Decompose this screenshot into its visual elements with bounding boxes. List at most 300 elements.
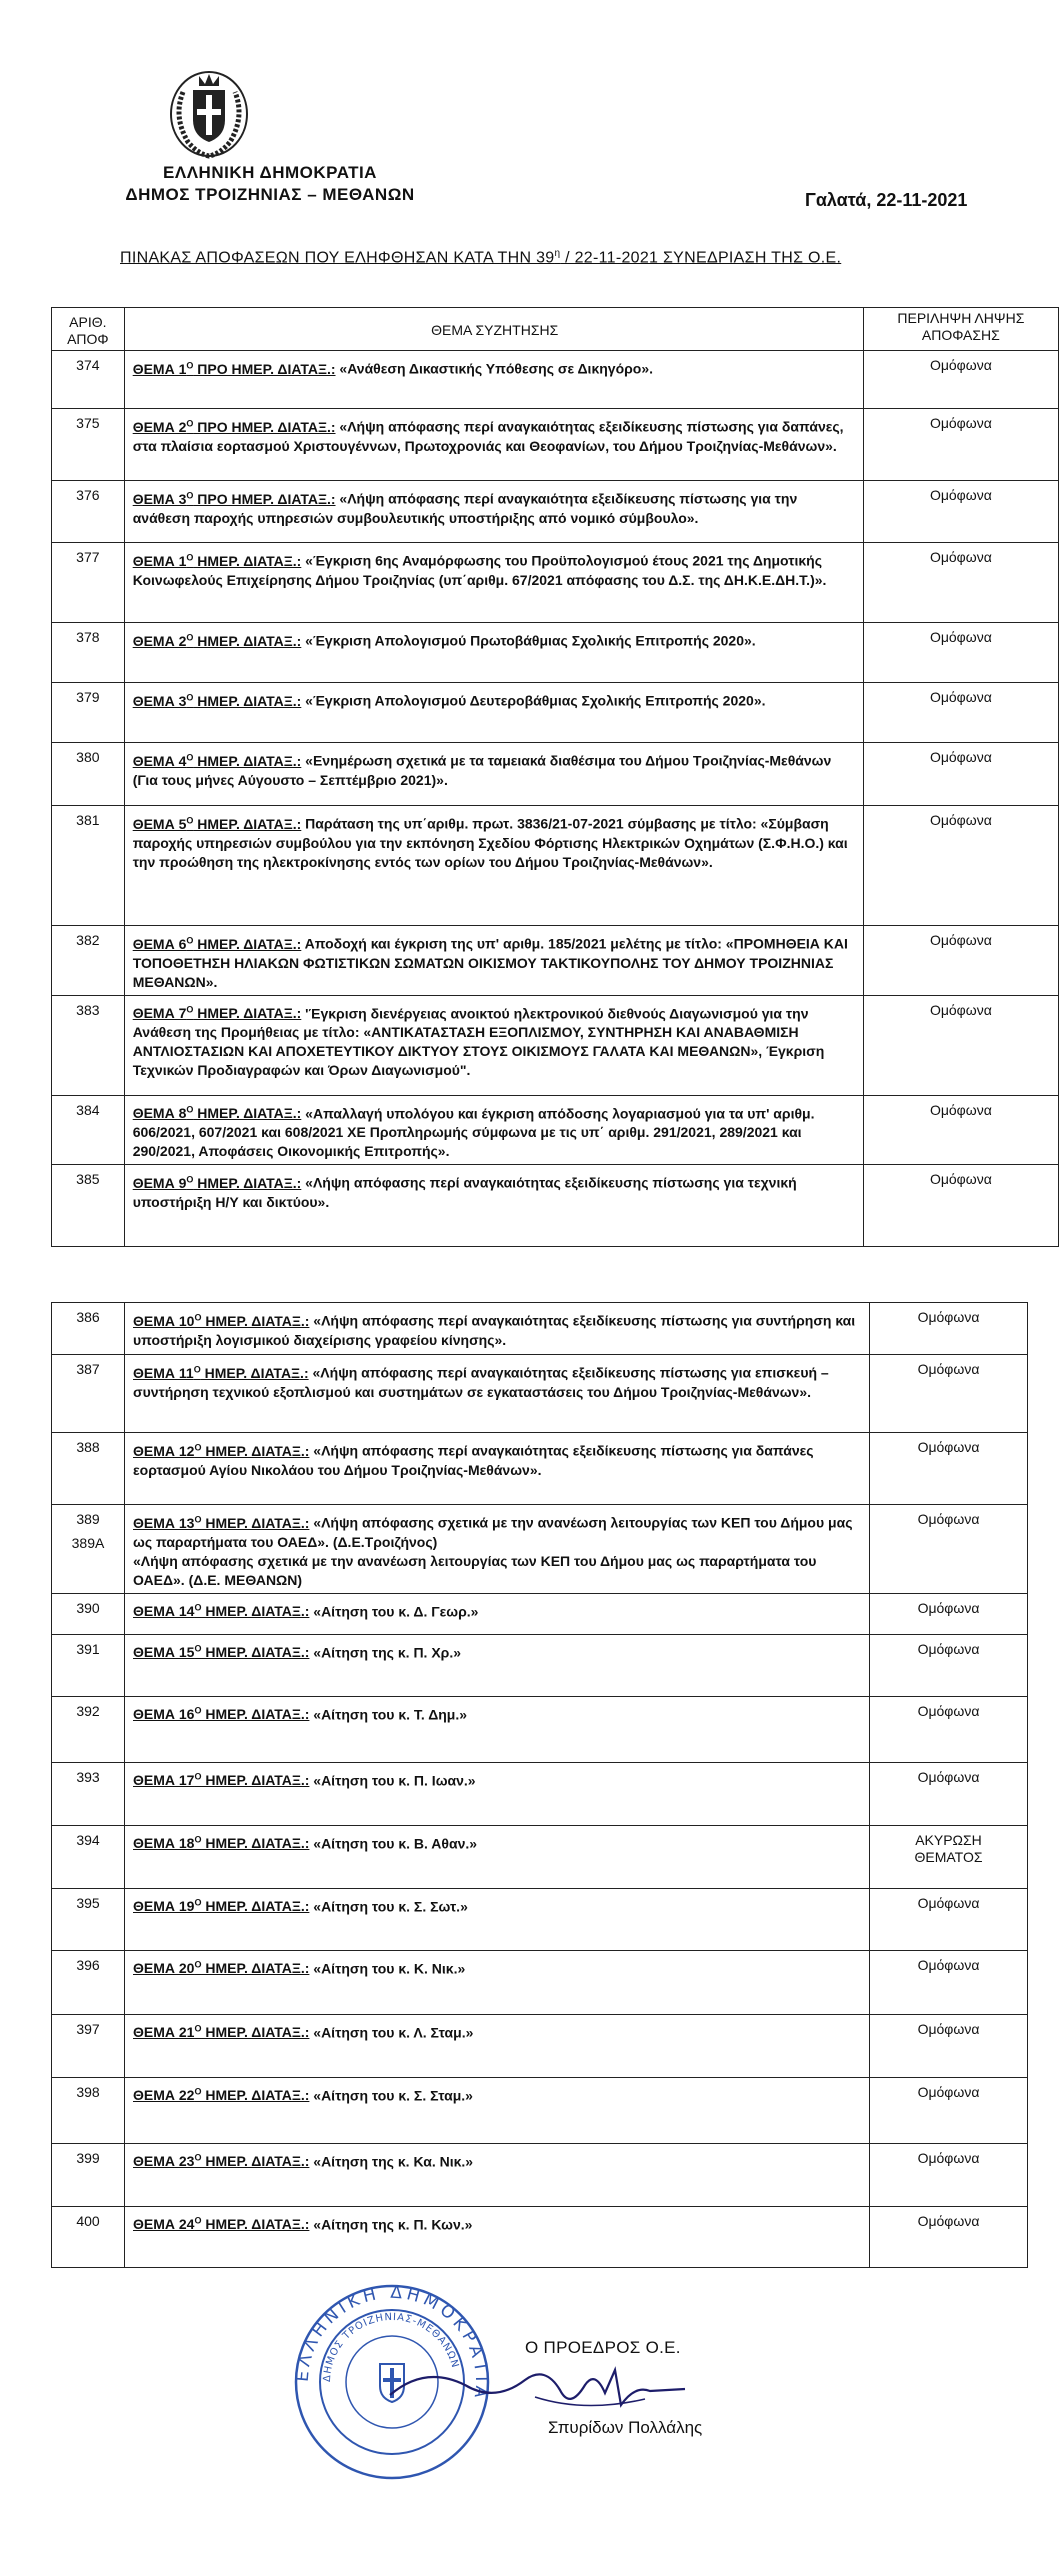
table-row bbox=[52, 1825, 1028, 1888]
issuer-header bbox=[110, 162, 430, 206]
topic-cell bbox=[125, 2206, 870, 2267]
decision-number-value: 397 bbox=[76, 2020, 100, 2037]
decision-summary bbox=[863, 623, 1058, 683]
decision-summary bbox=[863, 743, 1058, 806]
decision-summary-value: Ομόφωνα bbox=[917, 1956, 980, 1973]
handwritten-signature bbox=[385, 2355, 700, 2425]
municipality-name: ΔΗΜΟΣ ΤΡΟΙΖΗΝΙΑΣ – ΜΕΘΑΝΩΝ bbox=[125, 185, 415, 204]
decision-summary-value: Ομόφωνα bbox=[917, 1361, 980, 1377]
decision-number-value: 400 bbox=[76, 2212, 100, 2229]
decision-number bbox=[52, 1505, 125, 1594]
decision-summary-value: Ομόφωνα bbox=[929, 357, 992, 373]
topic-cell bbox=[125, 1762, 870, 1825]
topic-cell bbox=[124, 1165, 863, 1247]
topic-superscript: Ο bbox=[194, 2023, 202, 2034]
topic-description: Παράταση της υπ΄αριθμ. πρωτ. 3836/21-07-2021 σύμβασης με τίτλο: «Σύμβαση παροχής υπηρεσιών συμβούλου για την εκπόνηση Σχεδίου Φόρτισης Ηλεκτρικών Οχημάτων (Σ.Φ.Η.Ο.) και την προώθηση της ηλεκτροκίνησης εντός των ορίων του Δήμου Τροιζηνίας-Μεθάνων». bbox=[132, 815, 848, 870]
decision-summary-value: Ομόφωνα bbox=[917, 1309, 980, 1325]
topic-word: ΘΕΜΑ 22 bbox=[133, 2087, 195, 2104]
topic-superscript: Ο bbox=[194, 1771, 202, 1782]
decision-summary-value: Ομόφωνα bbox=[917, 1768, 980, 1785]
topic-agenda-label: ΠΡΟ ΗΜΕΡ. ΔΙΑΤΑΞ.: bbox=[193, 418, 336, 435]
topic-description: «Αίτηση της κ. Π. Χρ.» bbox=[309, 1644, 462, 1661]
decision-summary-value: Ομόφωνα bbox=[917, 2149, 980, 2166]
topic-description: «Λήψη απόφασης περί αναγκαιότητας εξειδίκευσης πίστωσης για τεχνική υποστήριξη Η/Υ και δικτύου». bbox=[132, 1174, 797, 1210]
topic-number bbox=[133, 693, 302, 709]
topic-word: ΘΕΜΑ 11 bbox=[133, 1364, 194, 1381]
decision-summary bbox=[870, 1950, 1028, 2014]
decision-summary bbox=[863, 806, 1058, 926]
topic-description: «Αίτηση του κ. Τ. Δημ.» bbox=[309, 1706, 468, 1723]
topic-description: «Αίτηση του κ. Σ. Σταμ.» bbox=[309, 2087, 473, 2104]
table-row bbox=[52, 1433, 1028, 1505]
topic-cell bbox=[125, 1950, 870, 2014]
topic-superscript: Ο bbox=[194, 2215, 202, 2226]
decision-number-value: 384 bbox=[76, 1101, 100, 1118]
topic-cell bbox=[125, 2014, 870, 2077]
topic-superscript: Ο bbox=[186, 1174, 194, 1185]
topic-description: «Λήψη απόφασης περί αναγκαιότητα εξειδίκευσης πίστωσης για την ανάθεση παροχής υπηρεσιών συμβουλευτικής υποστήριξης από νομικό σύμβουλο». bbox=[132, 490, 798, 526]
table-row bbox=[52, 1634, 1028, 1696]
topic-superscript: Ο bbox=[186, 815, 194, 825]
table-row bbox=[52, 1505, 1028, 1594]
decisions-table-part1 bbox=[51, 307, 1059, 1247]
topic-agenda-label: ΗΜΕΡ. ΔΙΑΤΑΞ.: bbox=[193, 552, 302, 569]
decision-summary bbox=[870, 1696, 1028, 1762]
topic-word: ΘΕΜΑ 15 bbox=[133, 1644, 195, 1661]
decision-number bbox=[52, 351, 125, 409]
decision-summary bbox=[870, 1505, 1028, 1594]
decision-number-value: 385 bbox=[76, 1171, 100, 1188]
topic-superscript: Ο bbox=[194, 1602, 202, 1613]
topic-word: ΘΕΜΑ 1 bbox=[132, 552, 187, 569]
decision-number bbox=[52, 1593, 125, 1634]
topic-agenda-label: ΗΜΕΡ. ΔΙΑΤΑΞ.: bbox=[201, 1706, 310, 1723]
topic-description: 'Έγκριση διενέργειας ανοικτού ηλεκτρονικού διεθνούς Διαγωνισμού για την Ανάθεση της Προμήθειας με τίτλο: «ΑΝΤΙΚΑΤΑΣΤΑΣΗ ΕΞΟΠΛΙΣΜΟΥ, ΣΥΝΤΗΡΗΣΗ ΚΑΙ ΑΝΑΒΑΘΜΙΣΗ ΑΝΤΛΙΟΣΤΑΣΙΩΝ ΚΑΙ ΑΠΟΧΕΤΕΥΤΙΚΟΥ ΔΙΚΤΥΟΥ ΣΤΟΥΣ ΟΙΚΙΣΜΟΥΣ ΓΑΛΑΤΑ ΚΑΙ ΜΕΘΑΝΩΝ», Έγκριση Τεχνικών Προδιαγραφών και Όρων Διαγωνισμού". bbox=[132, 1005, 825, 1079]
topic-word: ΘΕΜΑ 4 bbox=[132, 752, 187, 769]
signatory-title: Ο ΠΡΟΕΔΡΟΣ Ο.Ε. bbox=[525, 2338, 681, 2357]
decision-number bbox=[52, 1303, 125, 1355]
table-row bbox=[52, 1095, 1059, 1165]
table-row bbox=[52, 1696, 1028, 1762]
decision-number-value: 394 bbox=[76, 1831, 100, 1848]
topic-number bbox=[133, 361, 336, 377]
topic-cell bbox=[124, 995, 863, 1095]
table-row bbox=[52, 743, 1059, 806]
topic-description: «Λήψη απόφασης περί αναγκαιότητας εξειδίκευσης πίστωσης για δαπάνες, στα πλαίσια εορτασμού Χριστουγέννων, Πρωτοχρονιάς και Θεοφανίων, του Δήμου Τροιζηνίας-Μεθάνων». bbox=[132, 418, 844, 454]
topic-superscript: Ο bbox=[194, 2086, 202, 2097]
topic-description: «Αίτηση του κ. Σ. Σωτ.» bbox=[309, 1898, 468, 1915]
table-header-row bbox=[52, 308, 1059, 351]
topic-superscript: Ο bbox=[193, 1364, 201, 1374]
decision-summary-value: Ομόφωνα bbox=[929, 487, 992, 503]
table-row bbox=[52, 1165, 1059, 1247]
decision-number-value: 386 bbox=[76, 1309, 100, 1325]
table-row bbox=[52, 2014, 1028, 2077]
decision-number bbox=[52, 543, 125, 623]
topic-word: ΘΕΜΑ 2 bbox=[132, 418, 187, 435]
topic-description: «Έγκριση Απολογισμού Δευτεροβάθμιας Σχολικής Επιτροπής 2020». bbox=[301, 692, 766, 709]
topic-number bbox=[133, 1365, 309, 1381]
decision-number bbox=[52, 481, 125, 543]
topic-agenda-label: ΗΜΕΡ. ΔΙΑΤΑΞ.: bbox=[201, 1603, 310, 1620]
topic-number bbox=[133, 1603, 309, 1619]
decision-number-value: 378 bbox=[76, 629, 100, 645]
topic-number bbox=[133, 1644, 309, 1660]
topic-agenda-label: ΗΜΕΡ. ΔΙΑΤΑΞ.: bbox=[193, 752, 302, 769]
decision-number-value: 396 bbox=[76, 1956, 100, 1973]
topic-agenda-label: ΗΜΕΡ. ΔΙΑΤΑΞ.: bbox=[200, 1364, 309, 1381]
topic-description-secondary: «Λήψη απόφασης σχετικά με την ανανέωση λειτουργίας των ΚΕΠ του Δήμου μας ως παραρτήματα του ΟΑΕΔ». (Δ.Ε. ΜΕΘΑΝΩΝ) bbox=[133, 1552, 817, 1588]
decision-number bbox=[52, 409, 125, 481]
decision-number bbox=[52, 1825, 125, 1888]
table-row bbox=[52, 351, 1059, 409]
topic-cell bbox=[125, 1303, 870, 1355]
topic-cell bbox=[125, 1888, 870, 1950]
topic-agenda-label: ΗΜΕΡ. ΔΙΑΤΑΞ.: bbox=[193, 692, 302, 709]
decision-number bbox=[52, 1433, 125, 1505]
decision-number-value: 381 bbox=[76, 812, 100, 828]
topic-superscript: Ο bbox=[186, 632, 194, 642]
decision-number bbox=[52, 926, 125, 996]
topic-description: «Αίτηση του κ. Π. Ιωαν.» bbox=[309, 1772, 476, 1789]
topic-word: ΘΕΜΑ 14 bbox=[133, 1603, 195, 1620]
decision-summary-value: Ομόφωνα bbox=[929, 1101, 992, 1118]
topic-word: ΘΕΜΑ 24 bbox=[133, 2216, 195, 2233]
decision-number-value: 374 bbox=[76, 357, 100, 373]
topic-cell bbox=[124, 351, 863, 409]
topic-number bbox=[133, 2153, 309, 2169]
signatory-name: Σπυρίδων Πολλάλης bbox=[548, 2418, 703, 2437]
topic-superscript: Ο bbox=[186, 490, 194, 500]
table-row bbox=[52, 2077, 1028, 2143]
topic-agenda-label: ΗΜΕΡ. ΔΙΑΤΑΞ.: bbox=[193, 815, 302, 832]
seal-outer-text: ΕΛΛΗΝΙΚΗ ΔΗΜΟΚΡΑΤΙΑ bbox=[292, 2282, 492, 2403]
topic-superscript: Ο bbox=[194, 1312, 202, 1322]
topic-word: ΘΕΜΑ 20 bbox=[133, 1960, 195, 1977]
topic-number bbox=[133, 1175, 302, 1191]
topic-agenda-label: ΗΜΕΡ. ΔΙΑΤΑΞ.: bbox=[193, 1105, 302, 1122]
topic-word: ΘΕΜΑ 7 bbox=[132, 1005, 187, 1022]
topic-superscript: Ο bbox=[194, 1514, 202, 1524]
decision-number-value: 377 bbox=[76, 549, 100, 565]
topic-number bbox=[133, 1835, 309, 1851]
decision-number bbox=[52, 2206, 125, 2267]
topic-word: ΘΕΜΑ 18 bbox=[133, 1835, 195, 1852]
decision-number-value: 380 bbox=[76, 749, 100, 765]
topic-description: «Αίτηση της κ. Π. Κων.» bbox=[309, 2216, 473, 2233]
topic-cell bbox=[125, 2143, 870, 2206]
topic-agenda-label: ΗΜΕΡ. ΔΙΑΤΑΞ.: bbox=[201, 2153, 310, 2170]
topic-superscript: Ο bbox=[186, 935, 194, 945]
topic-description: «Αίτηση του κ. Β. Αθαν.» bbox=[309, 1835, 478, 1852]
topic-number bbox=[133, 633, 302, 649]
topic-cell bbox=[125, 1696, 870, 1762]
topic-agenda-label: ΗΜΕΡ. ΔΙΑΤΑΞ.: bbox=[201, 1514, 310, 1531]
topic-number bbox=[133, 753, 302, 769]
topic-description: «Αίτηση της κ. Κα. Νικ.» bbox=[309, 2153, 474, 2170]
topic-cell bbox=[125, 1825, 870, 1888]
decision-summary bbox=[870, 1433, 1028, 1505]
decision-summary-value: Ομόφωνα bbox=[917, 2020, 980, 2037]
topic-description: «Ανάθεση Δικαστικής Υπόθεσης σε Δικηγόρο». bbox=[335, 360, 654, 377]
topic-superscript: Ο bbox=[186, 752, 194, 762]
table-row bbox=[52, 806, 1059, 926]
topic-description: «Λήψη απόφασης σχετικά με την ανανέωση λειτουργίας των ΚΕΠ του Δήμου μας ως παραρτήματα του ΟΑΕΔ». (Δ.Ε.Τροιζήνος) bbox=[133, 1514, 853, 1550]
decision-summary-value: Ομόφωνα bbox=[917, 1511, 980, 1527]
topic-agenda-label: ΗΜΕΡ. ΔΙΑΤΑΞ.: bbox=[193, 1174, 302, 1191]
topic-superscript: Ο bbox=[194, 2152, 202, 2163]
decision-summary bbox=[870, 1355, 1028, 1433]
topic-agenda-label: ΗΜΕΡ. ΔΙΑΤΑΞ.: bbox=[201, 2024, 310, 2041]
decision-summary bbox=[870, 2014, 1028, 2077]
decision-number bbox=[52, 1696, 125, 1762]
decision-number bbox=[52, 1888, 125, 1950]
topic-superscript: Ο bbox=[186, 418, 194, 428]
topic-word: ΘΕΜΑ 2 bbox=[132, 632, 187, 649]
col-header-number: ΑΡΙΘ. ΑΠΟΦ bbox=[52, 308, 125, 351]
topic-agenda-label: ΗΜΕΡ. ΔΙΑΤΑΞ.: bbox=[201, 1312, 310, 1329]
decision-summary bbox=[870, 2206, 1028, 2267]
decision-number bbox=[52, 2014, 125, 2077]
decision-summary-value: Ομόφωνα bbox=[917, 1702, 980, 1719]
topic-agenda-label: ΗΜΕΡ. ΔΙΑΤΑΞ.: bbox=[201, 1898, 310, 1915]
topic-number bbox=[133, 491, 336, 507]
decision-summary-value: Ομόφωνα bbox=[917, 1894, 980, 1911]
topic-number bbox=[133, 2087, 309, 2103]
decision-number bbox=[52, 1950, 125, 2014]
topic-agenda-label: ΗΜΕΡ. ΔΙΑΤΑΞ.: bbox=[201, 2087, 310, 2104]
topic-word: ΘΕΜΑ 3 bbox=[132, 692, 187, 709]
title-text-after: / 22-11-2021 ΣΥΝΕΔΡΙΑΣΗ ΤΗΣ Ο.Ε. bbox=[560, 249, 842, 267]
decision-summary-value: Ομόφωνα bbox=[917, 2212, 980, 2229]
decision-summary-value: Ομόφωνα bbox=[917, 1439, 980, 1455]
table-row bbox=[52, 2206, 1028, 2267]
decision-number bbox=[52, 743, 125, 806]
topic-cell bbox=[125, 1505, 870, 1594]
table-row bbox=[52, 409, 1059, 481]
topic-number bbox=[133, 936, 302, 952]
table-row bbox=[52, 995, 1059, 1095]
decision-summary bbox=[863, 683, 1058, 743]
decision-number-value: 399 bbox=[76, 2149, 100, 2166]
table-row bbox=[52, 543, 1059, 623]
decision-number-value: 390 bbox=[76, 1599, 100, 1616]
topic-word: ΘΕΜΑ 9 bbox=[132, 1174, 187, 1191]
topic-number bbox=[133, 2024, 309, 2040]
decision-summary bbox=[870, 2077, 1028, 2143]
decision-number bbox=[52, 1165, 125, 1247]
table-row bbox=[52, 623, 1059, 683]
decision-summary-value: Ομόφωνα bbox=[929, 812, 992, 828]
decision-summary-value: Ομόφωνα bbox=[917, 1640, 980, 1657]
topic-agenda-label: ΗΜΕΡ. ΔΙΑΤΑΞ.: bbox=[201, 1960, 310, 1977]
decision-summary bbox=[863, 926, 1058, 996]
topic-superscript: Ο bbox=[186, 552, 194, 562]
topic-cell bbox=[124, 623, 863, 683]
topic-word: ΘΕΜΑ 10 bbox=[133, 1312, 195, 1329]
country-name: ΕΛΛΗΝΙΚΗ ΔΗΜΟΚΡΑΤΙΑ bbox=[163, 163, 377, 182]
topic-description: «Αίτηση του κ. Δ. Γεωρ.» bbox=[309, 1603, 479, 1620]
decision-number-value: 395 bbox=[76, 1894, 100, 1911]
decision-summary bbox=[870, 2143, 1028, 2206]
topic-cell bbox=[124, 743, 863, 806]
decision-summary bbox=[863, 1165, 1058, 1247]
topic-agenda-label: ΗΜΕΡ. ΔΙΑΤΑΞ.: bbox=[193, 935, 302, 952]
decision-number-secondary: 389Α bbox=[71, 1535, 105, 1551]
decision-number bbox=[52, 2077, 125, 2143]
decision-summary-value: Ομόφωνα bbox=[917, 2083, 980, 2100]
topic-number bbox=[133, 1898, 309, 1914]
table-row bbox=[52, 1888, 1028, 1950]
document-title bbox=[120, 248, 960, 267]
decision-number-value: 392 bbox=[76, 1702, 100, 1719]
topic-description: «Αίτηση του κ. Κ. Νικ.» bbox=[309, 1960, 466, 1977]
topic-word: ΘΕΜΑ 23 bbox=[133, 2153, 195, 2170]
decision-summary bbox=[870, 1593, 1028, 1634]
decision-summary bbox=[863, 995, 1058, 1095]
decision-summary-value: Ομόφωνα bbox=[929, 549, 992, 565]
topic-agenda-label: ΗΜΕΡ. ΔΙΑΤΑΞ.: bbox=[201, 1772, 310, 1789]
topic-superscript: Ο bbox=[194, 1705, 202, 1716]
decision-summary-value: Ομόφωνα bbox=[929, 415, 992, 431]
topic-word: ΘΕΜΑ 13 bbox=[133, 1514, 195, 1531]
topic-number bbox=[133, 1960, 309, 1976]
topic-word: ΘΕΜΑ 8 bbox=[132, 1105, 187, 1122]
topic-description: «Λήψη απόφασης περί αναγκαιότητας εξειδίκευσης πίστωσης για συντήρηση και υποστήριξη λογισμικού διαχείρισης γραφείου κίνησης». bbox=[133, 1312, 856, 1348]
decision-number-value: 382 bbox=[76, 932, 100, 948]
decision-summary bbox=[870, 1762, 1028, 1825]
topic-description: «Λήψη απόφασης περί αναγκαιότητας εξειδίκευσης πίστωσης για δαπάνες εορτασμού Αγίου Νικολάου του Δήμου Τροιζηνίας-Μεθάνων». bbox=[133, 1442, 814, 1478]
decision-number-value: 393 bbox=[76, 1768, 100, 1785]
decision-summary bbox=[870, 1634, 1028, 1696]
decision-summary-value: Ομόφωνα bbox=[929, 689, 992, 705]
decision-number bbox=[52, 683, 125, 743]
table-row bbox=[52, 1355, 1028, 1433]
col-header-decision: ΠΕΡΙΛΗΨΗ ΛΗΨΗΣ ΑΠΟΦΑΣΗΣ bbox=[863, 308, 1058, 351]
topic-number bbox=[133, 1706, 309, 1722]
coat-of-arms-emblem bbox=[163, 62, 255, 162]
decision-summary bbox=[863, 543, 1058, 623]
decision-number bbox=[52, 623, 125, 683]
table-row bbox=[52, 1593, 1028, 1634]
table-row bbox=[52, 1950, 1028, 2014]
topic-description: «Ενημέρωση σχετικά με τα ταμειακά διαθέσιμα του Δήμου Τροιζηνίας-Μεθάνων (Για τους μήνες Αύγουστο – Σεπτέμβριο 2021)». bbox=[132, 752, 832, 788]
seal-inner-text: ΔΗΜΟΣ ΤΡΟΙΖΗΝΙΑΣ-ΜΕΘΑΝΩΝ bbox=[321, 2311, 461, 2383]
decision-number-value: 398 bbox=[76, 2083, 100, 2100]
table-row bbox=[52, 2143, 1028, 2206]
decision-number-value: 379 bbox=[76, 689, 100, 705]
topic-number bbox=[133, 1313, 309, 1329]
topic-agenda-label: ΗΜΕΡ. ΔΙΑΤΑΞ.: bbox=[201, 1442, 310, 1459]
col-header-topic: ΘΕΜΑ ΣΥΖΗΤΗΣΗΣ bbox=[124, 308, 863, 351]
decision-number bbox=[52, 1095, 125, 1165]
decision-summary-value: Ομόφωνα bbox=[929, 1171, 992, 1188]
topic-description: «Απαλλαγή υπολόγου και έγκριση απόδοσης λογαριασμού για τα υπ' αριθμ. 606/2021, 607/2021 και 608/2021 ΧΕ Προπληρωμής σύμφωνα με τις υπ΄ αριθμ. 291/2021, 289/2021 και 290/2021, Αποφάσεις Οικονομικής Επιτροπής». bbox=[132, 1105, 815, 1160]
topic-cell bbox=[124, 806, 863, 926]
decision-number-value: 391 bbox=[76, 1640, 100, 1657]
topic-number bbox=[133, 1772, 309, 1788]
topic-word: ΘΕΜΑ 12 bbox=[133, 1442, 195, 1459]
topic-number bbox=[133, 419, 336, 435]
topic-cell bbox=[124, 1095, 863, 1165]
topic-cell bbox=[124, 481, 863, 543]
topic-number bbox=[133, 1005, 302, 1021]
topic-superscript: Ο bbox=[194, 1643, 202, 1654]
decisions-table-part2 bbox=[51, 1302, 1028, 2268]
decision-summary bbox=[863, 351, 1058, 409]
topic-cell bbox=[124, 409, 863, 481]
topic-agenda-label: ΗΜΕΡ. ΔΙΑΤΑΞ.: bbox=[201, 1644, 310, 1661]
topic-word: ΘΕΜΑ 21 bbox=[133, 2024, 195, 2041]
topic-number bbox=[133, 816, 302, 832]
topic-word: ΘΕΜΑ 6 bbox=[132, 935, 187, 952]
table-row bbox=[52, 481, 1059, 543]
decision-summary-value: Ομόφωνα bbox=[917, 1599, 980, 1616]
decision-number bbox=[52, 2143, 125, 2206]
topic-superscript: Ο bbox=[194, 1442, 202, 1452]
topic-agenda-label: ΠΡΟ ΗΜΕΡ. ΔΙΑΤΑΞ.: bbox=[193, 490, 336, 507]
topic-description: «Έγκριση Απολογισμού Πρωτοβάθμιας Σχολικής Επιτροπής 2020». bbox=[301, 632, 756, 649]
decision-number bbox=[52, 806, 125, 926]
title-superscript: η bbox=[554, 248, 561, 259]
topic-cell bbox=[125, 2077, 870, 2143]
topic-cell bbox=[124, 683, 863, 743]
decision-number-value: 376 bbox=[76, 487, 100, 503]
topic-superscript: Ο bbox=[186, 692, 194, 702]
decision-number bbox=[52, 1762, 125, 1825]
decision-number-value: 388 bbox=[76, 1439, 100, 1455]
topic-word: ΘΕΜΑ 19 bbox=[133, 1898, 195, 1915]
topic-superscript: Ο bbox=[186, 360, 194, 370]
decision-summary bbox=[863, 409, 1058, 481]
decision-number-value: 389 bbox=[76, 1511, 100, 1527]
decision-summary bbox=[870, 1825, 1028, 1888]
topic-word: ΘΕΜΑ 16 bbox=[133, 1706, 195, 1723]
topic-superscript: Ο bbox=[194, 1959, 202, 1970]
decision-summary bbox=[863, 481, 1058, 543]
table-row bbox=[52, 1303, 1028, 1355]
table-row bbox=[52, 683, 1059, 743]
topic-number bbox=[133, 2216, 309, 2232]
topic-cell bbox=[125, 1433, 870, 1505]
topic-cell bbox=[124, 543, 863, 623]
decision-number-value: 383 bbox=[76, 1001, 100, 1018]
decision-summary-value: Ομόφωνα bbox=[929, 1001, 992, 1018]
topic-word: ΘΕΜΑ 17 bbox=[133, 1772, 195, 1789]
topic-superscript: Ο bbox=[194, 1897, 202, 1908]
topic-number bbox=[133, 1105, 302, 1121]
topic-cell bbox=[125, 1593, 870, 1634]
topic-description: Αποδοχή και έγκριση της υπ' αριθμ. 185/2021 μελέτης με τίτλο: «ΠΡΟΜΗΘΕΙΑ ΚΑΙ ΤΟΠΟΘΕΤΗΣΗ ΗΛΙΑΚΩΝ ΦΩΤΙΣΤΙΚΩΝ ΣΩΜΑΤΩΝ ΟΙΚΙΣΜΟΥ ΤΑΚΤΙΚΟΥΠΟΛΗΣ ΤΟΥ ΔΗΜΟΥ ΤΡΟΙΖΗΝΙΑΣ ΜΕΘΑΝΩΝ». bbox=[132, 935, 848, 990]
topic-word: ΘΕΜΑ 5 bbox=[132, 815, 187, 832]
decision-summary bbox=[863, 1095, 1058, 1165]
decision-number-value: 375 bbox=[76, 415, 100, 431]
table-row bbox=[52, 926, 1059, 996]
decision-number-value: 387 bbox=[76, 1361, 100, 1377]
topic-number bbox=[133, 1443, 309, 1459]
topic-agenda-label: ΗΜΕΡ. ΔΙΑΤΑΞ.: bbox=[201, 2216, 310, 2233]
topic-superscript: Ο bbox=[186, 1104, 194, 1115]
topic-superscript: Ο bbox=[186, 1004, 194, 1015]
decision-summary-value: ΑΚΥΡΩΣΗ ΘΕΜΑΤΟΣ bbox=[914, 1831, 983, 1865]
topic-cell bbox=[125, 1355, 870, 1433]
topic-cell bbox=[125, 1634, 870, 1696]
topic-word: ΘΕΜΑ 1 bbox=[132, 360, 187, 377]
title-text-before: ΠΙΝΑΚΑΣ ΑΠΟΦΑΣΕΩΝ ΠΟΥ ΕΛΗΦΘΗΣΑΝ ΚΑΤΑ ΤΗΝ 39 bbox=[120, 249, 555, 267]
topic-number bbox=[133, 1515, 309, 1531]
topic-description: «Λήψη απόφασης περί αναγκαιότητας εξειδίκευσης πίστωσης για επισκευή – συντήρηση τεχνικού εξοπλισμού και συστημάτων σε εγκαταστάσεις του Δήμου Τροιζηνίας-Μεθάνων». bbox=[133, 1364, 829, 1400]
topic-description: «Έγκριση 6ης Αναμόρφωσης του Προϋπολογισμού έτους 2021 της Δημοτικής Κοινωφελούς Επιχείρησης Δήμου Τροιζηνίας (υπ΄αριθμ. 67/2021 απόφασης του Δ.Σ. της ΔΗ.Κ.Ε.ΔΗ.Τ.)». bbox=[132, 552, 827, 588]
